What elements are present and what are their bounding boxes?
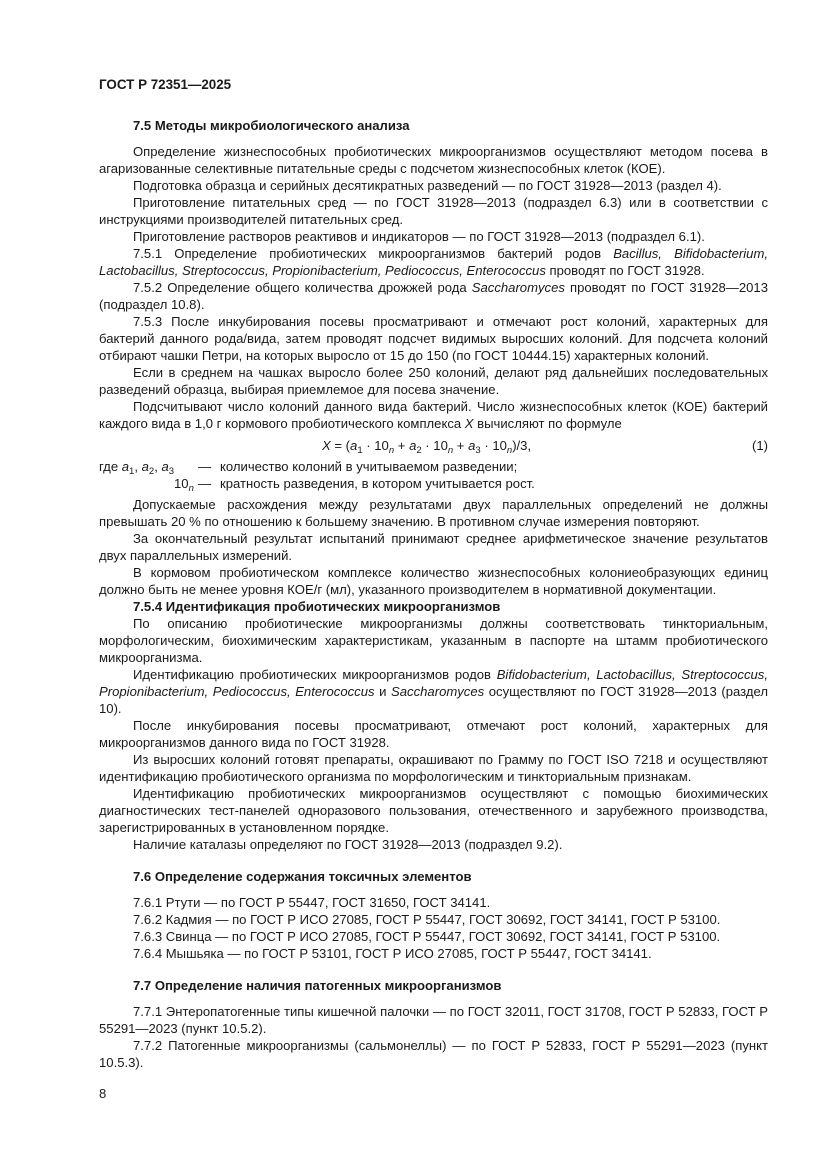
where-sub: 1 (129, 466, 135, 477)
genera-italic: Bifidobacterium, Lactobacillus, Streptococcus, Propionibacterium, Pediococcus, Enterococcus (99, 667, 768, 699)
paragraph-7-5-2 (99, 279, 768, 313)
formula-sub: 2 (416, 445, 422, 456)
where-sep: , (154, 459, 162, 474)
where-row-2 (99, 475, 768, 492)
paragraph-7-5-1 (99, 245, 768, 279)
formula-plus: + (394, 438, 410, 453)
variable-x: X (464, 416, 474, 431)
formula-sub: 1 (357, 445, 363, 456)
where-desc: кратность разведения, в котором учитывается рост. (220, 476, 535, 491)
paragraph: После инкубирования посевы просматривают, отмечают рост колоний, характерных для микроорганизмов данного вида по ГОСТ 31928. (99, 718, 768, 750)
where-sub: 2 (148, 466, 155, 477)
formula-eq: = ( (330, 438, 351, 453)
where-dash: — (198, 476, 212, 491)
where-sub: 3 (168, 466, 175, 477)
list-item: 7.6.2 Кадмия — по ГОСТ Р ИСО 27085, ГОСТ Р 55447, ГОСТ 30692, ГОСТ 34141, ГОСТ Р 53100. (133, 912, 721, 927)
genus-italic: Saccharomyces (471, 280, 565, 295)
paragraph: В кормовом пробиотическом комплексе количество жизнеспособных колониеобразующих единиц должно быть не менее уровня КОЕ/г (мл), указанного производителем в нормативной документации. (99, 565, 768, 597)
page-number: 8 (99, 1086, 107, 1101)
where-a: a (121, 459, 130, 474)
where-row-1 (99, 458, 768, 475)
list-item: 7.6.1 Ртути — по ГОСТ Р 55447, ГОСТ 31650, ГОСТ 34141. (133, 895, 491, 910)
genera-italic: Bacillus, Bifidobacterium, Lactobacillus, Streptococcus, Propionibacterium, Pediococcus, Enterococcus (99, 246, 768, 278)
where-text: где (99, 459, 122, 474)
document-id-header: ГОСТ Р 72351—2025 (99, 77, 232, 92)
paragraph: Допускаемые расхождения между результатами двух параллельных определений не должны превышать 20 % по отношению к большему значению. В противном случае измерения повторяют. (99, 497, 768, 529)
where-n: n (188, 483, 194, 494)
list-item: 7.6.3 Свинца — по ГОСТ Р ИСО 27085, ГОСТ Р 55447, ГОСТ 30692, ГОСТ 34141, ГОСТ Р 53100. (133, 929, 721, 944)
paragraph: Приготовление растворов реактивов и индикаторов — по ГОСТ 31928—2013 (подраздел 6.1). (133, 229, 705, 244)
paragraph (99, 398, 768, 432)
where-label (174, 475, 194, 492)
paragraph: Приготовление питательных сред — по ГОСТ 31928—2013 (подраздел 6.3) или в соответствии с инструкциями производителей питательных сред. (99, 195, 768, 227)
list-item: 7.6.4 Мышьяка — по ГОСТ Р 53101, ГОСТ Р ИСО 27085, ГОСТ Р 55447, ГОСТ 34141. (133, 946, 652, 961)
where-a: a (161, 459, 169, 474)
text: проводят по ГОСТ 31928—2013 (подраздел 10.8). (99, 280, 768, 312)
formula-1 (99, 437, 768, 454)
paragraph-7-7-2: 7.7.2 Патогенные микроорганизмы (сальмонеллы) — по ГОСТ Р 52833, ГОСТ Р 55291—2023 (пункт 10.5.3). (99, 1038, 768, 1070)
text: 7.5.2 Определение общего количества дрожжей рода (133, 280, 472, 295)
paragraph-7-7-1: 7.7.1 Энтеропатогенные типы кишечной палочки — по ГОСТ 32011, ГОСТ 31708, ГОСТ Р 52833, ГОСТ Р 55291—2023 (пункт 10.5.2). (99, 1004, 768, 1036)
document-page (99, 76, 768, 1071)
formula-close: )/3, (512, 438, 532, 453)
paragraph: За окончательный результат испытаний принимают среднее арифметическое значение результатов двух параллельных измерений. (99, 531, 768, 563)
formula-var-x: X (322, 438, 331, 453)
formula-a: a (468, 438, 476, 453)
section-7-5-4-title: 7.5.4 Идентификация пробиотических микроорганизмов (133, 599, 501, 614)
paragraph: Идентификацию пробиотических микроорганизмов осуществляют с помощью биохимических диагностических тест-панелей одноразового пользования, отечественного и зарубежного производства, зарегистрированных в установленном порядке. (99, 786, 768, 835)
where-desc: количество колоний в учитываемом разведении; (220, 459, 518, 474)
where-dash: — (198, 459, 212, 474)
paragraph: Подготовка образца и серийных десятикратных разведений — по ГОСТ 31928—2013 (раздел 4). (133, 178, 722, 193)
formula-number: (1) (751, 438, 768, 453)
formula-dot10: · 10 (480, 438, 507, 453)
genus-italic: Saccharomyces (391, 684, 485, 699)
text: 7.5.1 Определение пробиотических микроорганизмов бактерий родов (133, 246, 614, 261)
formula-dot10: · 10 (421, 438, 448, 453)
paragraph: По описанию пробиотические микроорганизмы должны соответствовать тинкториальным, морфологическим, биохимическим характеристикам, указанным в паспорте на штамм пробиотического микроорганизма. (99, 616, 768, 665)
where-ten: 10 (174, 476, 189, 491)
section-7-5-title: 7.5 Методы микробиологического анализа (133, 118, 410, 133)
paragraph: Наличие каталазы определяют по ГОСТ 31928—2013 (подраздел 9.2). (133, 837, 563, 852)
formula-sub: 3 (475, 445, 481, 456)
formula-a: a (350, 438, 358, 453)
section-7-6-title: 7.6 Определение содержания токсичных элементов (133, 869, 472, 884)
formula-expression (322, 437, 531, 454)
formula-a: a (409, 438, 417, 453)
paragraph: Из выросших колоний готовят препараты, окрашивают по Грамму по ГОСТ ISO 7218 и осуществляют идентификацию пробиотического организма по морфологическим и тинкториальным признакам. (99, 752, 768, 784)
text: и (374, 684, 392, 699)
formula-n: n (447, 445, 454, 456)
where-sep: , (134, 459, 142, 474)
formula-dot10: · 10 (362, 438, 389, 453)
where-a: a (141, 459, 149, 474)
text: проводят по ГОСТ 31928. (545, 263, 705, 278)
paragraph (99, 666, 768, 717)
text: вычисляют по формуле (473, 416, 622, 431)
paragraph-7-5-3: 7.5.3 После инкубирования посевы просматривают и отмечают рост колоний, характерных для бактерий данного рода/вида, затем проводят подсчет видимых выросших колоний. Для подсчета колоний отбирают чашки Петри, на которых выросло от 15 до 150 (по ГОСТ 10444.15) характерных колоний. (99, 314, 768, 363)
paragraph: Если в среднем на чашках выросло более 250 колоний, делают ряд дальнейших последовательных разведений образца, выбирая приемлемое для посева значение. (99, 365, 768, 397)
text: осуществляют по ГОСТ 31928—2013 (раздел 10). (99, 684, 769, 716)
formula-plus: + (453, 438, 469, 453)
text: Идентификацию пробиотических микроорганизмов родов (133, 667, 497, 682)
section-7-7-title: 7.7 Определение наличия патогенных микроорганизмов (133, 978, 502, 993)
where-label (99, 458, 174, 475)
text: Подсчитывают число колоний данного вида бактерий. Число жизнеспособных клеток (КОЕ) бактерий каждого вида в 1,0 г кормового пробиотического комплекса (99, 399, 768, 431)
formula-n: n (506, 445, 513, 456)
formula-n: n (388, 445, 395, 456)
paragraph: Определение жизнеспособных пробиотических микроорганизмов осуществляют методом посева в агаризованные селективные питательные среды с подсчетом жизнеспособных клеток (КОЕ). (99, 144, 768, 176)
